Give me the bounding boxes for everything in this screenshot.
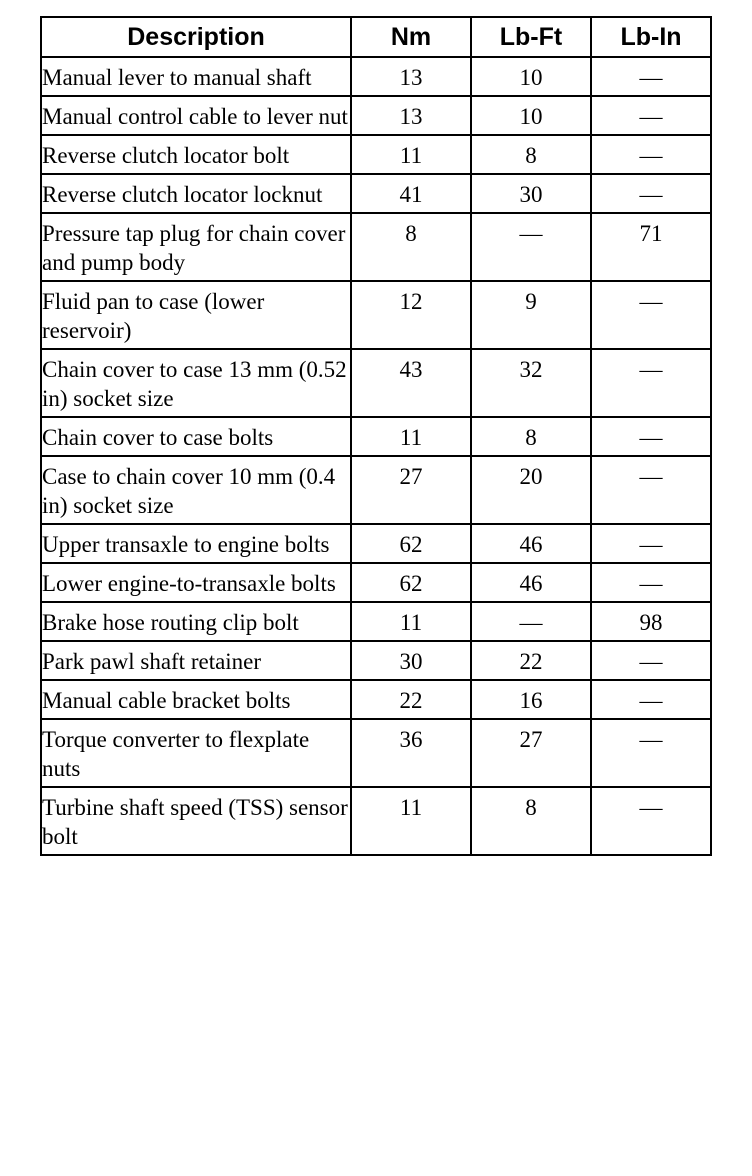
table-row: [41, 787, 711, 855]
cell-nm: 11: [351, 787, 471, 855]
cell-lb-ft: —: [471, 602, 591, 641]
table-row: [41, 281, 711, 349]
cell-lb-ft: 9: [471, 281, 591, 349]
cell-description: Brake hose routing clip bolt: [41, 602, 351, 641]
cell-description: Chain cover to case 13 mm (0.52 in) socket size: [41, 349, 351, 417]
table-header-row: [41, 17, 711, 57]
cell-lb-ft: 8: [471, 787, 591, 855]
cell-nm: 41: [351, 174, 471, 213]
cell-lb-ft: 8: [471, 417, 591, 456]
cell-lb-in: —: [591, 641, 711, 680]
table-row: [41, 680, 711, 719]
table-row: [41, 57, 711, 96]
cell-nm: 11: [351, 602, 471, 641]
cell-lb-in: —: [591, 524, 711, 563]
cell-lb-ft: 30: [471, 174, 591, 213]
table-row: [41, 524, 711, 563]
cell-description: Reverse clutch locator bolt: [41, 135, 351, 174]
header-nm: Nm: [351, 17, 471, 57]
cell-nm: 43: [351, 349, 471, 417]
cell-lb-in: —: [591, 135, 711, 174]
cell-description: Fluid pan to case (lower reservoir): [41, 281, 351, 349]
cell-lb-ft: 10: [471, 96, 591, 135]
cell-lb-ft: 10: [471, 57, 591, 96]
cell-description: Case to chain cover 10 mm (0.4 in) socket size: [41, 456, 351, 524]
table-row: [41, 96, 711, 135]
cell-lb-ft: 8: [471, 135, 591, 174]
cell-lb-in: 71: [591, 213, 711, 281]
table-row: [41, 213, 711, 281]
cell-description: Park pawl shaft retainer: [41, 641, 351, 680]
cell-nm: 36: [351, 719, 471, 787]
table-row: [41, 174, 711, 213]
table-row: [41, 417, 711, 456]
header-lb-in: Lb-In: [591, 17, 711, 57]
cell-nm: 62: [351, 563, 471, 602]
table-row: [41, 719, 711, 787]
cell-lb-in: —: [591, 174, 711, 213]
cell-lb-in: —: [591, 417, 711, 456]
cell-description: Chain cover to case bolts: [41, 417, 351, 456]
table-row: [41, 349, 711, 417]
table-row: [41, 563, 711, 602]
cell-lb-ft: 22: [471, 641, 591, 680]
cell-lb-in: —: [591, 281, 711, 349]
cell-description: Reverse clutch locator locknut: [41, 174, 351, 213]
cell-nm: 13: [351, 96, 471, 135]
cell-description: Pressure tap plug for chain cover and pump body: [41, 213, 351, 281]
cell-lb-in: —: [591, 787, 711, 855]
cell-lb-in: —: [591, 456, 711, 524]
cell-lb-ft: 16: [471, 680, 591, 719]
cell-lb-ft: 46: [471, 524, 591, 563]
cell-description: Upper transaxle to engine bolts: [41, 524, 351, 563]
table-row: [41, 456, 711, 524]
cell-lb-in: —: [591, 96, 711, 135]
cell-lb-ft: 20: [471, 456, 591, 524]
cell-description: Manual cable bracket bolts: [41, 680, 351, 719]
header-lb-ft: Lb-Ft: [471, 17, 591, 57]
cell-nm: 22: [351, 680, 471, 719]
cell-nm: 11: [351, 135, 471, 174]
cell-lb-in: —: [591, 57, 711, 96]
cell-description: Manual lever to manual shaft: [41, 57, 351, 96]
cell-nm: 11: [351, 417, 471, 456]
table-row: [41, 602, 711, 641]
cell-nm: 62: [351, 524, 471, 563]
cell-lb-ft: 46: [471, 563, 591, 602]
cell-lb-ft: —: [471, 213, 591, 281]
cell-lb-in: 98: [591, 602, 711, 641]
torque-spec-table: [40, 16, 712, 856]
cell-lb-in: —: [591, 563, 711, 602]
cell-lb-ft: 32: [471, 349, 591, 417]
cell-description: Manual control cable to lever nut: [41, 96, 351, 135]
cell-nm: 30: [351, 641, 471, 680]
cell-nm: 27: [351, 456, 471, 524]
table-row: [41, 135, 711, 174]
table-row: [41, 641, 711, 680]
cell-nm: 12: [351, 281, 471, 349]
cell-lb-in: —: [591, 680, 711, 719]
cell-lb-in: —: [591, 719, 711, 787]
header-description: Description: [41, 17, 351, 57]
cell-description: Lower engine-to-transaxle bolts: [41, 563, 351, 602]
cell-lb-ft: 27: [471, 719, 591, 787]
cell-description: Torque converter to flexplate nuts: [41, 719, 351, 787]
cell-nm: 13: [351, 57, 471, 96]
cell-nm: 8: [351, 213, 471, 281]
cell-lb-in: —: [591, 349, 711, 417]
cell-description: Turbine shaft speed (TSS) sensor bolt: [41, 787, 351, 855]
